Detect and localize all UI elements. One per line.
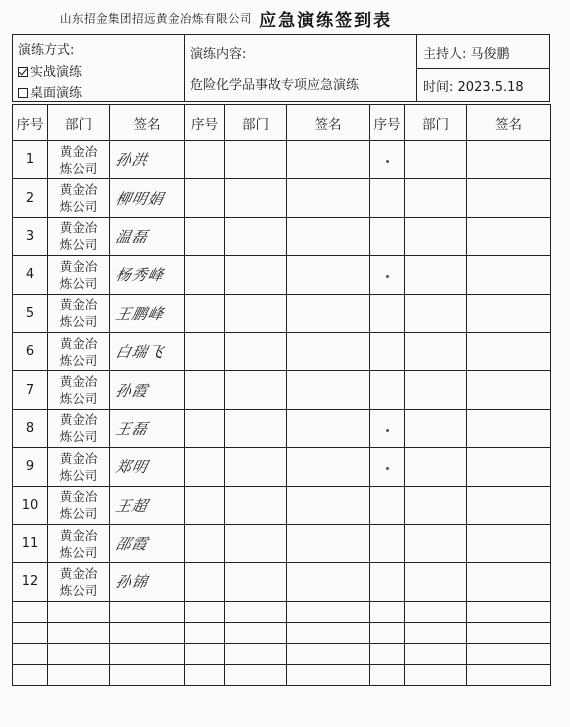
row-department-cell <box>48 179 110 217</box>
header-dept-1: 部门 <box>48 105 110 141</box>
checkbox-checked-icon <box>18 67 28 77</box>
empty-cell <box>287 409 370 447</box>
empty-cell <box>467 141 551 179</box>
empty-cell <box>13 601 48 622</box>
empty-cell <box>225 371 287 409</box>
empty-cell <box>467 179 551 217</box>
empty-cell <box>225 524 287 562</box>
table-row <box>13 256 551 294</box>
row-department: 黄金冶炼公司 <box>59 374 98 407</box>
empty-cell <box>185 486 225 524</box>
table-row <box>13 294 551 332</box>
empty-cell <box>370 622 405 643</box>
empty-cell <box>467 622 551 643</box>
drill-method-label: 演练方式: <box>18 43 75 58</box>
empty-cell <box>13 664 48 685</box>
row-signature: 柳明娟 <box>113 189 166 208</box>
empty-cell <box>287 371 370 409</box>
empty-cell <box>110 664 185 685</box>
empty-cell <box>405 601 467 622</box>
empty-cell <box>405 486 467 524</box>
header-sig-1: 签名 <box>110 105 185 141</box>
empty-cell <box>185 664 225 685</box>
empty-cell <box>185 371 225 409</box>
empty-cell <box>185 622 225 643</box>
row-number: 7 <box>13 371 48 409</box>
host-time-cell <box>417 35 549 101</box>
empty-cell <box>185 643 225 664</box>
row-signature-cell <box>110 371 185 409</box>
empty-cell <box>225 563 287 601</box>
row-signature-cell <box>110 294 185 332</box>
row-department: 黄金冶炼公司 <box>59 335 98 368</box>
table-row <box>13 141 551 179</box>
ink-dot <box>386 467 389 470</box>
row-department: 黄金冶炼公司 <box>59 412 98 445</box>
empty-cell <box>225 332 287 370</box>
empty-cell <box>110 622 185 643</box>
row-signature: 白瑞飞 <box>113 343 166 362</box>
empty-cell <box>185 294 225 332</box>
empty-cell <box>185 179 225 217</box>
row-department-cell <box>48 141 110 179</box>
empty-cell <box>48 643 110 664</box>
empty-cell <box>370 664 405 685</box>
empty-cell <box>48 622 110 643</box>
organization-name: 山东招金集团招远黄金冶炼有限公司 <box>60 11 252 26</box>
empty-cell <box>467 563 551 601</box>
row-signature: 温磊 <box>113 227 150 246</box>
host-value: 马俊鹏 <box>470 47 510 62</box>
empty-cell <box>110 643 185 664</box>
empty-cell <box>370 217 405 255</box>
empty-cell <box>185 563 225 601</box>
row-signature-cell <box>110 563 185 601</box>
empty-cell <box>110 601 185 622</box>
row-number: 5 <box>13 294 48 332</box>
empty-cell <box>225 294 287 332</box>
drill-content-cell <box>185 35 417 101</box>
empty-cell <box>467 409 551 447</box>
empty-cell <box>467 643 551 664</box>
row-signature: 郑明 <box>113 458 150 477</box>
row-department-cell <box>48 524 110 562</box>
row-number: 6 <box>13 332 48 370</box>
empty-cell <box>185 448 225 486</box>
row-number: 2 <box>13 179 48 217</box>
empty-cell <box>287 179 370 217</box>
row-department-cell <box>48 294 110 332</box>
row-department: 黄金冶炼公司 <box>59 450 98 483</box>
empty-cell <box>225 664 287 685</box>
host-time-divider <box>417 68 549 69</box>
option-tabletop-drill <box>18 82 82 101</box>
empty-cell <box>287 332 370 370</box>
table-row <box>13 486 551 524</box>
empty-cell <box>467 448 551 486</box>
host-label: 主持人: <box>423 47 467 62</box>
row-department: 黄金冶炼公司 <box>59 527 98 560</box>
empty-cell <box>225 409 287 447</box>
row-department: 黄金冶炼公司 <box>59 182 98 215</box>
empty-cell <box>225 141 287 179</box>
row-number: 1 <box>13 141 48 179</box>
empty-cell <box>405 294 467 332</box>
option-tabletop-drill-label: 桌面演练 <box>30 86 83 101</box>
row-number: 4 <box>13 256 48 294</box>
empty-cell <box>185 256 225 294</box>
empty-cell <box>185 409 225 447</box>
empty-cell <box>467 601 551 622</box>
table-row <box>13 524 551 562</box>
empty-cell <box>185 332 225 370</box>
row-department-cell <box>48 486 110 524</box>
host-field <box>423 43 510 62</box>
row-signature-cell <box>110 524 185 562</box>
header-dept-3: 部门 <box>405 105 467 141</box>
empty-cell <box>225 179 287 217</box>
empty-cell <box>13 643 48 664</box>
empty-cell <box>405 664 467 685</box>
empty-cell <box>370 294 405 332</box>
empty-cell <box>48 664 110 685</box>
row-signature: 孙霞 <box>113 381 150 400</box>
sign-in-table <box>12 104 551 686</box>
empty-cell <box>405 524 467 562</box>
empty-cell <box>467 332 551 370</box>
empty-cell <box>467 371 551 409</box>
header-sig-3: 签名 <box>467 105 551 141</box>
row-number: 10 <box>13 486 48 524</box>
header-no-3: 序号 <box>370 105 405 141</box>
table-row <box>13 371 551 409</box>
row-department-cell <box>48 448 110 486</box>
empty-cell <box>405 256 467 294</box>
empty-cell <box>405 409 467 447</box>
empty-cell <box>405 448 467 486</box>
empty-cell <box>467 256 551 294</box>
empty-cell <box>405 217 467 255</box>
row-department-cell <box>48 217 110 255</box>
row-department-cell <box>48 332 110 370</box>
ink-dot <box>386 429 389 432</box>
header-no-2: 序号 <box>185 105 225 141</box>
row-signature-cell <box>110 448 185 486</box>
empty-cell <box>467 294 551 332</box>
row-signature: 王磊 <box>113 419 150 438</box>
empty-cell <box>405 563 467 601</box>
row-number: 9 <box>13 448 48 486</box>
empty-cell <box>287 217 370 255</box>
row-department: 黄金冶炼公司 <box>59 258 98 291</box>
empty-cell <box>225 256 287 294</box>
option-live-drill <box>18 61 82 80</box>
checkbox-empty-icon <box>18 88 28 98</box>
empty-cell <box>48 601 110 622</box>
row-signature: 王超 <box>113 496 150 515</box>
empty-cell <box>370 524 405 562</box>
blank-row <box>13 601 551 622</box>
row-department: 黄金冶炼公司 <box>59 220 98 253</box>
row-signature: 王鹏峰 <box>113 304 166 323</box>
time-label: 时间: <box>423 80 454 95</box>
empty-cell <box>287 448 370 486</box>
empty-cell <box>287 622 370 643</box>
empty-cell <box>370 643 405 664</box>
blank-row <box>13 664 551 685</box>
row-signature-cell <box>110 486 185 524</box>
empty-cell <box>370 256 405 294</box>
table-row <box>13 563 551 601</box>
option-live-drill-label: 实战演练 <box>30 65 83 80</box>
empty-cell <box>405 622 467 643</box>
table-row <box>13 332 551 370</box>
form-title <box>60 6 540 32</box>
row-number: 3 <box>13 217 48 255</box>
empty-cell <box>467 524 551 562</box>
header-no-1: 序号 <box>13 105 48 141</box>
empty-cell <box>287 256 370 294</box>
row-department: 黄金冶炼公司 <box>59 489 98 522</box>
row-number: 11 <box>13 524 48 562</box>
empty-cell <box>225 448 287 486</box>
empty-cell <box>405 179 467 217</box>
empty-cell <box>287 486 370 524</box>
empty-cell <box>405 643 467 664</box>
empty-cell <box>405 371 467 409</box>
table-row <box>13 217 551 255</box>
row-signature-cell <box>110 332 185 370</box>
empty-cell <box>405 141 467 179</box>
empty-cell <box>370 371 405 409</box>
empty-cell <box>225 601 287 622</box>
empty-cell <box>185 217 225 255</box>
table-header-row <box>13 105 551 141</box>
row-signature: 孙洪 <box>113 151 150 170</box>
time-value: 2023.5.18 <box>457 80 524 95</box>
empty-cell <box>467 217 551 255</box>
row-signature: 邵霞 <box>113 535 150 554</box>
empty-cell <box>287 563 370 601</box>
empty-cell <box>225 217 287 255</box>
row-signature-cell <box>110 217 185 255</box>
empty-cell <box>287 294 370 332</box>
drill-info-block <box>12 34 550 102</box>
empty-cell <box>225 622 287 643</box>
empty-cell <box>370 601 405 622</box>
header-dept-2: 部门 <box>225 105 287 141</box>
row-signature: 杨秀峰 <box>113 266 166 285</box>
row-department-cell <box>48 409 110 447</box>
empty-cell <box>287 601 370 622</box>
empty-cell <box>185 601 225 622</box>
drill-content-value: 危险化学品事故专项应急演练 <box>190 78 360 93</box>
table-row <box>13 179 551 217</box>
blank-row <box>13 622 551 643</box>
form-name: 应急演练签到表 <box>259 11 393 31</box>
empty-cell <box>370 448 405 486</box>
empty-cell <box>370 409 405 447</box>
row-department: 黄金冶炼公司 <box>59 297 98 330</box>
time-field <box>423 76 524 95</box>
row-signature: 孙锦 <box>113 573 150 592</box>
header-sig-2: 签名 <box>287 105 370 141</box>
empty-cell <box>287 141 370 179</box>
empty-cell <box>225 486 287 524</box>
drill-content-label: 演练内容: <box>190 47 247 62</box>
empty-cell <box>370 179 405 217</box>
empty-cell <box>405 332 467 370</box>
row-department-cell <box>48 371 110 409</box>
row-number: 8 <box>13 409 48 447</box>
empty-cell <box>287 524 370 562</box>
empty-cell <box>467 664 551 685</box>
empty-cell <box>225 643 287 664</box>
empty-cell <box>287 664 370 685</box>
row-department-cell <box>48 256 110 294</box>
row-signature-cell <box>110 141 185 179</box>
table-row <box>13 448 551 486</box>
empty-cell <box>370 141 405 179</box>
empty-cell <box>185 141 225 179</box>
row-signature-cell <box>110 179 185 217</box>
row-department: 黄金冶炼公司 <box>59 565 98 598</box>
ink-dot <box>386 275 389 278</box>
empty-cell <box>287 643 370 664</box>
empty-cell <box>370 563 405 601</box>
row-signature-cell <box>110 409 185 447</box>
empty-cell <box>370 332 405 370</box>
table-row <box>13 409 551 447</box>
row-signature-cell <box>110 256 185 294</box>
empty-cell <box>185 524 225 562</box>
drill-method-cell <box>13 35 185 101</box>
row-department-cell <box>48 563 110 601</box>
ink-dot <box>386 160 389 163</box>
empty-cell <box>370 486 405 524</box>
row-number: 12 <box>13 563 48 601</box>
blank-row <box>13 643 551 664</box>
empty-cell <box>467 486 551 524</box>
empty-cell <box>13 622 48 643</box>
row-department: 黄金冶炼公司 <box>59 143 98 176</box>
